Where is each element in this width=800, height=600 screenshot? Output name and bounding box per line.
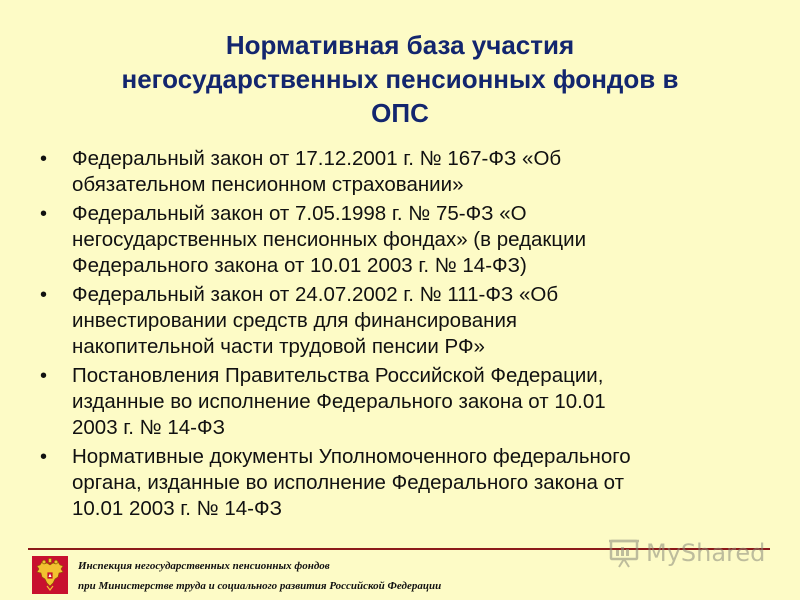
russian-coat-of-arms-icon [32,556,68,594]
bullet-text-line: Федеральный закон от 24.07.2002 г. № 111-ФЗ «Об [72,283,559,306]
bullet-list [40,146,780,525]
bullet-text-line: инвестировании средств для финансирования [72,309,518,332]
bullet-item [40,201,780,279]
bullet-item [40,282,780,360]
bullet-text-line: Нормативные документы Уполномоченного федерального [72,445,631,468]
bullet-text-line: 10.01 2003 г. № 14-ФЗ [72,497,282,520]
bullet-item [40,363,780,441]
bullet-text-line: обязательном пенсионном страховании» [72,173,464,196]
footer-line: Инспекция негосударственных пенсионных фондов [78,560,330,572]
bullet-marker: • [40,203,48,225]
bullet-marker: • [40,148,48,170]
title-line: Нормативная база участия [225,30,575,60]
bullet-item [40,146,780,198]
title-line: негосударственных пенсионных фондов в [121,64,679,94]
bullet-marker: • [40,365,48,387]
watermark-text: MyShared [646,539,766,567]
title-line: ОПС [371,98,429,128]
bullet-text-line: Федерального закона от 10.01 2003 г. № 14-ФЗ) [72,254,527,277]
bullet-marker: • [40,446,48,468]
bullet-text-line: Федеральный закон от 17.12.2001 г. № 167-ФЗ «Об [72,147,562,170]
bullet-text-line: 2003 г. № 14-ФЗ [72,416,225,439]
bullet-text-line: Федеральный закон от 7.05.1998 г. № 75-ФЗ «О [72,202,527,225]
bullet-item [40,444,780,522]
presentation-board-icon [608,538,642,568]
bullet-text-line: негосударственных пенсионных фондах» (в редакции [72,228,587,251]
bullet-text-line: органа, изданные во исполнение Федерального закона от [72,471,624,494]
footer-caption [78,556,441,596]
bullet-text-line: изданные во исполнение Федерального закона от 10.01 [72,390,606,413]
watermark [608,534,768,574]
bullet-text-line: Постановления Правительства Российской Федерации, [72,364,604,387]
slide-title [40,28,760,130]
footer-line: при Министерстве труда и социального развития Российской Федерации [78,580,442,592]
bullet-marker: • [40,284,48,306]
bullet-text-line: накопительной части трудовой пенсии РФ» [72,335,485,358]
